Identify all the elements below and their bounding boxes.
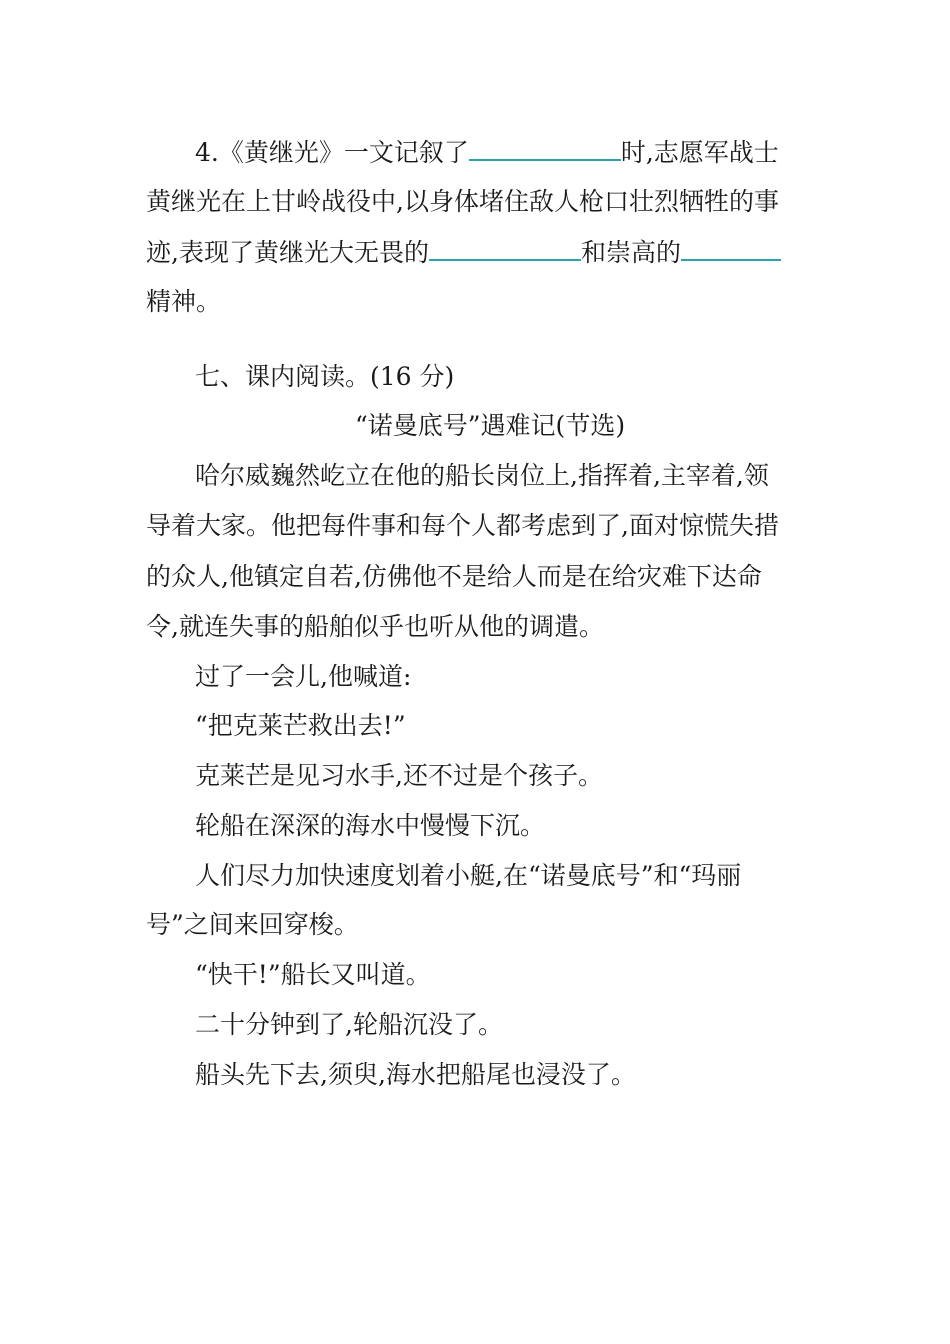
- passage-line: 克莱芒是见习水手,还不过是个孩子。: [195, 761, 603, 790]
- passage-line: “快干!”船长又叫道。: [195, 960, 431, 989]
- passage-line: 二十分钟到了,轮船沉没了。: [195, 1010, 503, 1039]
- passage-line: 号”之间来回穿梭。: [146, 910, 359, 939]
- answer-blank-3[interactable]: [681, 237, 781, 261]
- question-4-line-3-prefix: 迹,表现了黄继光大无畏的: [146, 238, 429, 267]
- passage-title: “诺曼底号”遇难记(节选): [355, 411, 626, 440]
- answer-blank-2[interactable]: [429, 237, 581, 261]
- question-4-line-1: [195, 137, 779, 168]
- passage-line: 哈尔威巍然屹立在他的船长岗位上,指挥着,主宰着,领: [195, 461, 769, 490]
- question-4-line-3-middle: 和崇高的: [580, 238, 681, 267]
- passage-line: 的众人,他镇定自若,仿佛他不是给人而是在给灾难下达命: [146, 562, 762, 591]
- passage-line: 令,就连失事的船舶似乎也听从他的调遣。: [146, 612, 604, 641]
- passage-line: 轮船在深深的海水中慢慢下沉。: [195, 811, 546, 840]
- passage-line: 过了一会儿,他喊道:: [195, 662, 412, 691]
- passage-line: “把克莱芒救出去!”: [195, 711, 406, 740]
- question-4-prefix: 4.《黄继光》一文记叙了: [195, 138, 469, 167]
- passage-line: 船头先下去,须臾,海水把船尾也浸没了。: [195, 1060, 636, 1089]
- question-4-line-2: 黄继光在上甘岭战役中,以身体堵住敌人枪口壮烈牺牲的事: [146, 187, 779, 216]
- section-7-heading: 七、课内阅读。(16 分): [195, 362, 455, 391]
- answer-blank-1[interactable]: [469, 137, 621, 161]
- passage-line: 导着大家。他把每件事和每个人都考虑到了,面对惊慌失措: [146, 511, 779, 540]
- question-4-line-4: 精神。: [146, 287, 222, 316]
- question-4-suffix: 时,志愿军战士: [620, 138, 779, 167]
- question-4-line-3: [146, 237, 781, 268]
- passage-line: 人们尽力加快速度划着小艇,在“诺曼底号”和“玛丽: [195, 861, 742, 890]
